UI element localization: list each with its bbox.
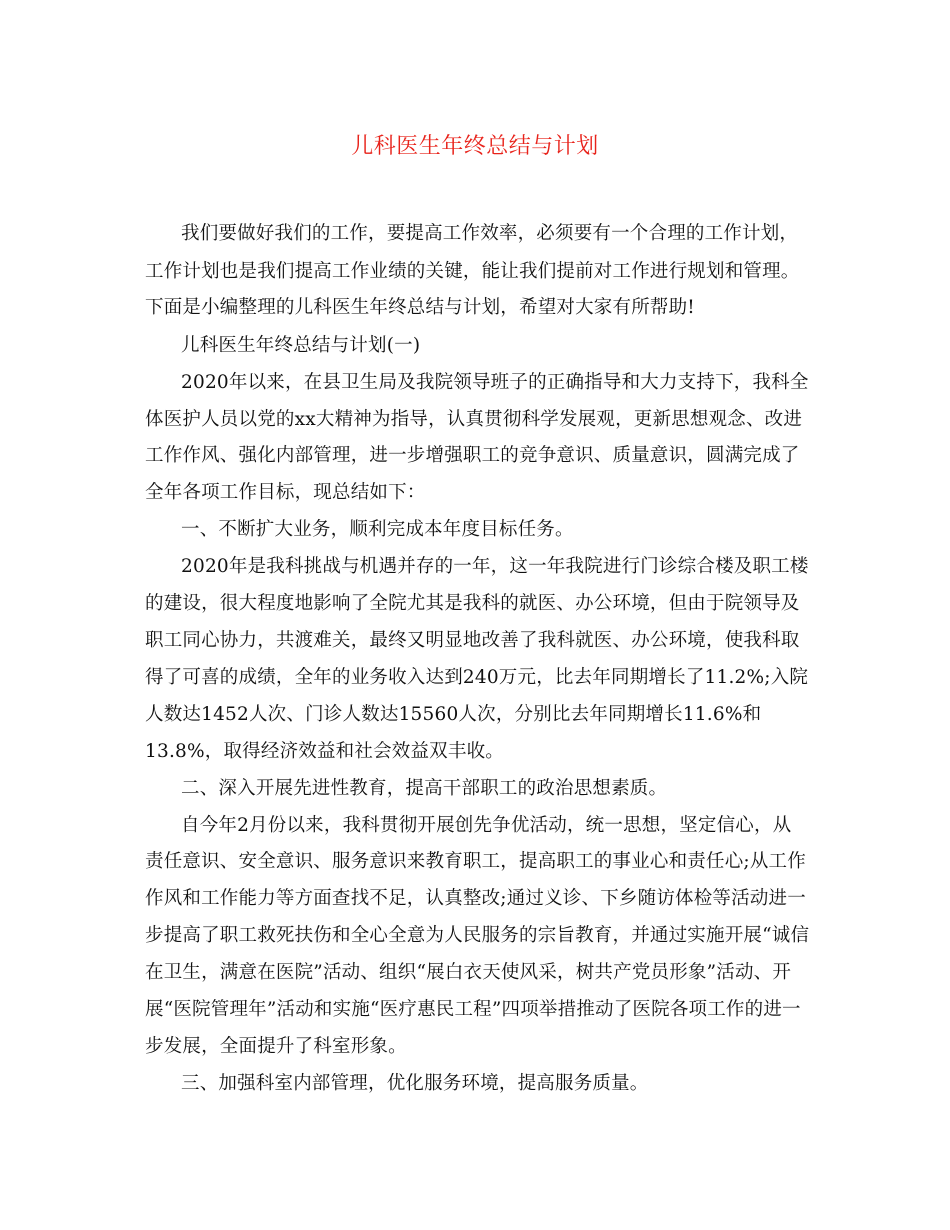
paragraph-line: 得了可喜的成绩，全年的业务收入达到240万元，比去年同期增长了11.2%;入院 (145, 667, 809, 688)
paragraph-line: 我们要做好我们的工作，要提高工作效率，必须要有一个合理的工作计划， (181, 223, 799, 244)
section-heading: 三、加强科室内部管理，优化服务环境，提高服务质量。 (181, 1073, 649, 1094)
section-heading: 二、深入开展先进性教育，提高干部职工的政治思想素质。 (181, 778, 668, 799)
paragraph-line: 步发展，全面提升了科室形象。 (145, 1036, 407, 1057)
paragraph-line: 责任意识、安全意识、服务意识来教育职工，提高职工的事业心和责任心;从工作 (145, 851, 806, 872)
section-heading: 儿科医生年终总结与计划(一) (181, 335, 421, 356)
paragraph-line: 职工同心协力，共渡难关，最终又明显地改善了我科就医、办公环境，使我科取 (145, 630, 800, 651)
paragraph-line: 作风和工作能力等方面查找不足，认真整改;通过义诊、下乡随访体检等活动进一 (145, 888, 806, 909)
paragraph-line: 2020年是我科挑战与机遇并存的一年，这一年我院进行门诊综合楼及职工楼 (181, 556, 809, 577)
paragraph-line: 工作作风、强化内部管理，进一步增强职工的竞争意识、质量意识，圆满完成了 (145, 445, 800, 466)
paragraph-line: 在卫生，满意在医院”活动、组织“展白衣天使风采，树共产党员形象”活动、开 (145, 962, 792, 983)
paragraph-line: 的建设，很大程度地影响了全院尤其是我科的就医、办公环境，但由于院领导及 (145, 593, 800, 614)
page-title: 儿科医生年终总结与计划 (351, 134, 599, 159)
paragraph-line: 全年各项工作目标，现总结如下： (145, 482, 426, 503)
paragraph-line: 自今年2月份以来，我科贯彻开展创先争优活动，统一思想，坚定信心，从 (181, 815, 792, 836)
paragraph-line: 人数达1452人次、门诊人数达15560人次，分别比去年同期增长11.6%和 (145, 704, 762, 725)
paragraph-line: 工作计划也是我们提高工作业绩的关键，能让我们提前对工作进行规划和管理。 (145, 261, 800, 282)
paragraph-line: 13.8%，取得经济效益和社会效益双丰收。 (145, 741, 504, 762)
paragraph-line: 体医护人员以党的xx大精神为指导，认真贯彻科学发展观，更新思想观念、改进 (145, 409, 803, 430)
paragraph-line: 步提高了职工救死扶伤和全心全意为人民服务的宗旨教育，并通过实施开展“诚信 (145, 925, 810, 946)
section-heading: 一、不断扩大业务，顺利完成本年度目标任务。 (181, 519, 574, 540)
paragraph-line: 展“医院管理年”活动和实施“医疗惠民工程”四项举措推动了医院各项工作的进一 (145, 999, 801, 1020)
paragraph-line: 2020年以来，在县卫生局及我院领导班子的正确指导和大力支持下，我科全 (181, 372, 809, 393)
paragraph-line: 下面是小编整理的儿科医生年终总结与计划，希望对大家有所帮助! (145, 297, 695, 318)
